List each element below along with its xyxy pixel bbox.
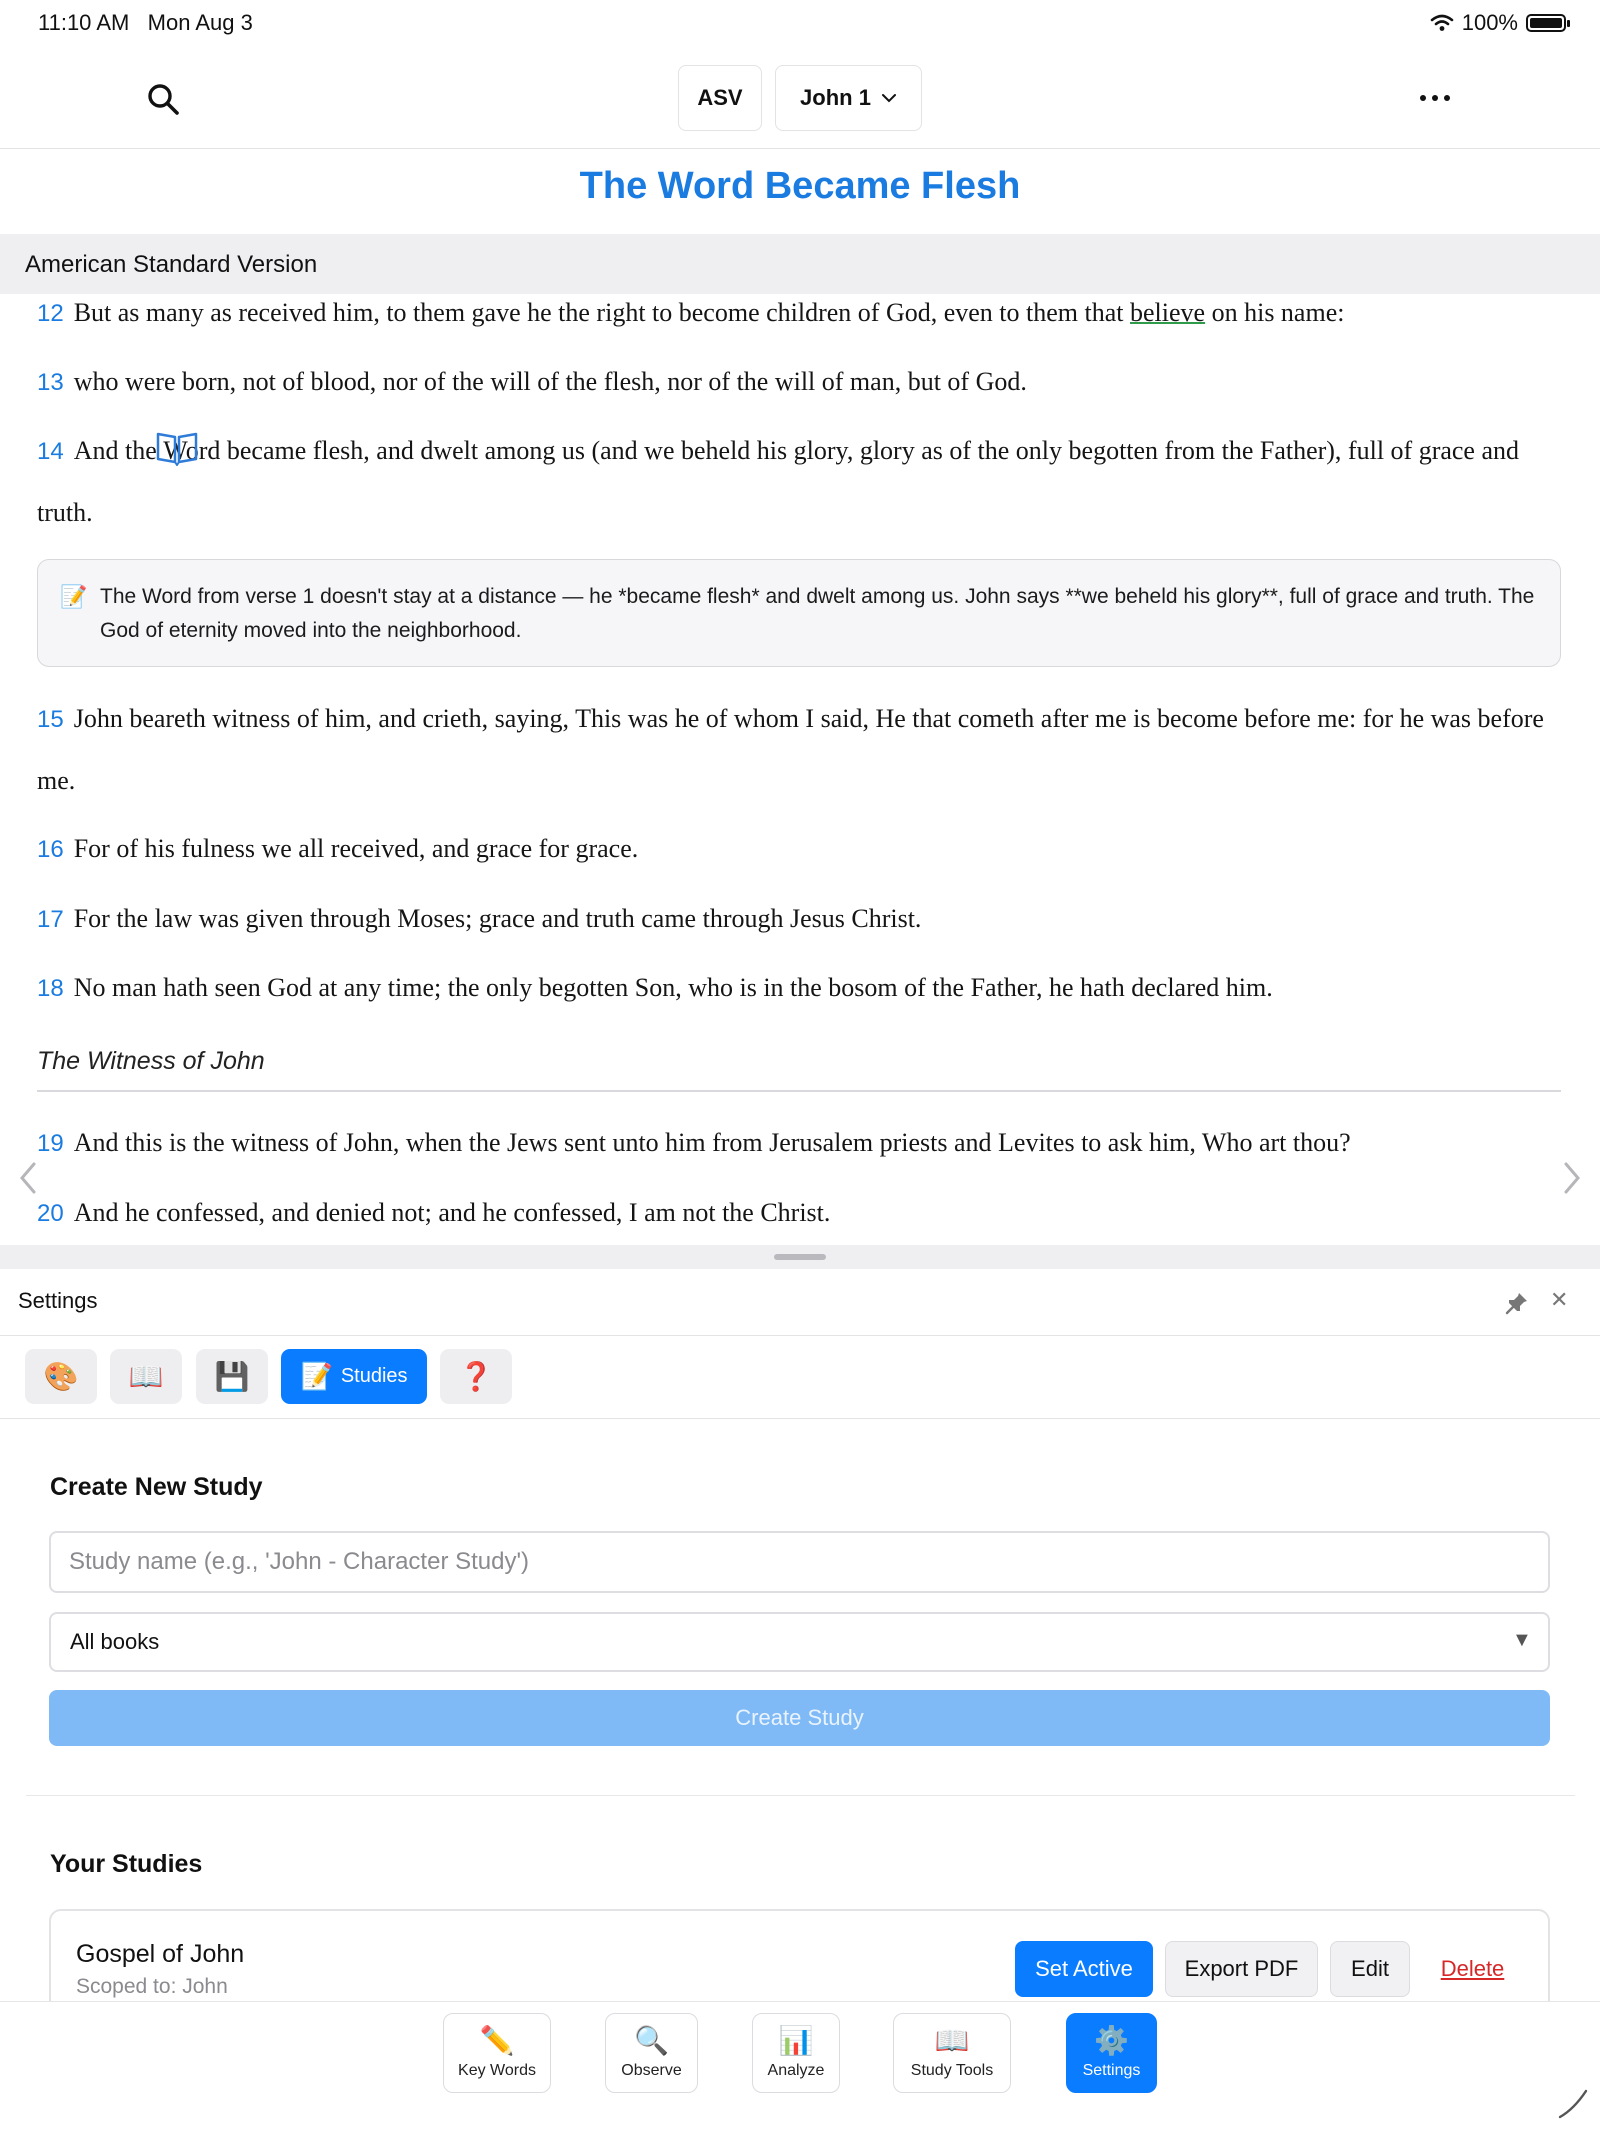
book-icon: 📖 [934,2025,970,2056]
set-active-button[interactable] [1015,1941,1153,1997]
verse-13[interactable] [37,351,1557,413]
battery-percent: 100% [1461,10,1518,35]
version-name: American Standard Version [25,251,318,278]
open-book-icon [155,430,199,466]
verse-number: 12 [37,300,64,327]
nav-observe[interactable] [605,2013,698,2093]
memo-icon: 📝 [60,584,88,609]
verse-number: 15 [37,706,64,733]
nav-settings[interactable] [1066,2013,1157,2093]
study-name-input[interactable] [49,1531,1550,1593]
verse-12[interactable] [37,282,1557,344]
close-icon[interactable]: ✕ [1550,1287,1569,1312]
floppy-disk-icon: 💾 [214,1361,250,1392]
battery-icon [1526,14,1566,32]
tab-reading[interactable] [110,1349,182,1404]
verse-text: And the [73,436,164,465]
translation-label: ASV [697,85,743,110]
verse-17[interactable] [37,888,1557,950]
your-studies-heading: Your Studies [50,1850,203,1878]
question-mark-icon: ❓ [458,1361,494,1392]
book-scope-value: All books [70,1629,160,1654]
tab-data[interactable] [196,1349,268,1404]
panel-divider [0,1335,1600,1336]
edit-label: Edit [1351,1956,1389,1981]
marked-word-text: Word [163,436,221,465]
set-active-label: Set Active [1035,1956,1133,1981]
book-scope-select[interactable] [49,1612,1550,1672]
verse-text: And this is the witness of John, when the Jews sent unto him from Jerusalem priests and Levites to ask him, Who art thou? [73,1128,1351,1157]
delete-label: Delete [1440,1956,1505,1981]
verse-text: For of his fulness we all received, and grace for grace. [73,834,639,863]
nav-label: Analyze [767,2062,825,2079]
book-icon: 📖 [128,1361,164,1392]
export-pdf-label: Export PDF [1184,1956,1299,1981]
create-study-button[interactable] [49,1690,1550,1746]
verse-19[interactable] [37,1112,1557,1174]
study-scope: Scoped to: John [76,1975,228,1998]
verse-number: 17 [37,906,64,933]
translation-button[interactable] [678,65,762,131]
previous-chapter-icon[interactable] [16,1160,40,1196]
nav-label: Settings [1082,2062,1141,2079]
verse-18[interactable] [37,957,1557,1019]
status-time: 11:10 AM Mon Aug 3 [38,10,253,35]
note-text: The Word from verse 1 doesn't stay at a distance — he *became flesh* and dwelt among us. John says **we beheld his glory**, full of grace and truth. The God of eternity moved into the neighborhood. [100,585,1535,642]
verse-number: 16 [37,836,64,863]
create-study-label: Create Study [735,1705,864,1730]
pencil-icon: ✏️ [479,2025,515,2056]
verse-15[interactable] [37,688,1557,811]
verse-20[interactable] [37,1182,1557,1244]
verse-text: who were born, not of blood, nor of the will of the flesh, nor of the will of man, but of God. [73,367,1027,396]
verse-number: 13 [37,369,64,396]
tabs-divider [0,1418,1600,1419]
edit-study-button[interactable] [1330,1941,1410,1997]
verse-text: John beareth witness of him, and crieth, saying, This was he of whom I said, He that cometh after me is become before me: for he was before me. [37,704,1544,795]
chapter-picker[interactable] [775,65,922,131]
verse-text: No man hath seen God at any time; the only begotten Son, who is in the bosom of the Father, he hath declared him. [73,973,1273,1002]
search-icon[interactable] [144,80,184,120]
verse-text: But as many as received him, to them gave he the right to become children of God, even to them that [73,298,1131,327]
tab-appearance[interactable] [25,1349,97,1404]
gear-icon: ⚙️ [1094,2025,1129,2056]
verse-text: on his name: [1205,298,1345,327]
magnifier-icon: 🔍 [634,2025,669,2056]
verse-16[interactable] [37,818,1557,880]
section-heading: The Witness of John [37,1047,265,1075]
wifi-icon [1430,14,1454,32]
tab-studies[interactable] [281,1349,427,1404]
tab-label: Studies [340,1365,408,1387]
verse-number: 14 [37,438,64,465]
verse-number: 19 [37,1130,64,1157]
verse-14[interactable] [37,420,1557,543]
verse-text: And he confessed, and denied not; and he confessed, I am not the Christ. [73,1198,831,1227]
verse-text: became flesh, and dwelt among us (and we beheld his glory, glory as of the only begotten from the Father), full of grace and truth. [37,436,1520,527]
export-pdf-button[interactable] [1165,1941,1318,1997]
create-study-heading: Create New Study [50,1473,263,1501]
more-icon[interactable] [1418,86,1452,110]
chapter-label: John 1 [800,85,871,110]
next-chapter-icon[interactable] [1560,1160,1584,1196]
nav-label: Key Words [458,2062,536,2079]
verse-number: 20 [37,1200,64,1227]
palette-icon: 🎨 [43,1361,79,1392]
nav-key-words[interactable] [443,2013,551,2093]
study-name: Gospel of John [76,1940,245,1968]
verse-text: For the law was given through Moses; grace and truth came through Jesus Christ. [73,904,922,933]
pencil-stroke-icon [1556,2087,1590,2121]
delete-study-button[interactable] [1425,1941,1520,1997]
nav-label: Study Tools [910,2062,994,2079]
section-divider [37,1090,1561,1092]
panel-title: Settings [18,1288,98,1313]
chapter-title: The Word Became Flesh [579,165,1021,207]
caret-down-icon: ▼ [1512,1629,1532,1651]
pin-icon[interactable] [1505,1291,1529,1315]
bar-chart-icon: 📊 [778,2025,814,2056]
section-divider [26,1795,1575,1796]
drawer-handle[interactable] [774,1254,826,1260]
memo-icon: 📝 [300,1361,333,1391]
highlighted-word[interactable]: believe [1130,298,1206,327]
chevron-down-icon [881,93,897,103]
verse-number: 18 [37,975,64,1002]
nav-study-tools[interactable] [893,2013,1011,2093]
status-indicators [1430,10,1566,36]
nav-label: Observe [621,2062,682,2079]
nav-analyze[interactable] [752,2013,840,2093]
tab-help[interactable] [440,1349,512,1404]
marked-word[interactable] [163,420,220,481]
